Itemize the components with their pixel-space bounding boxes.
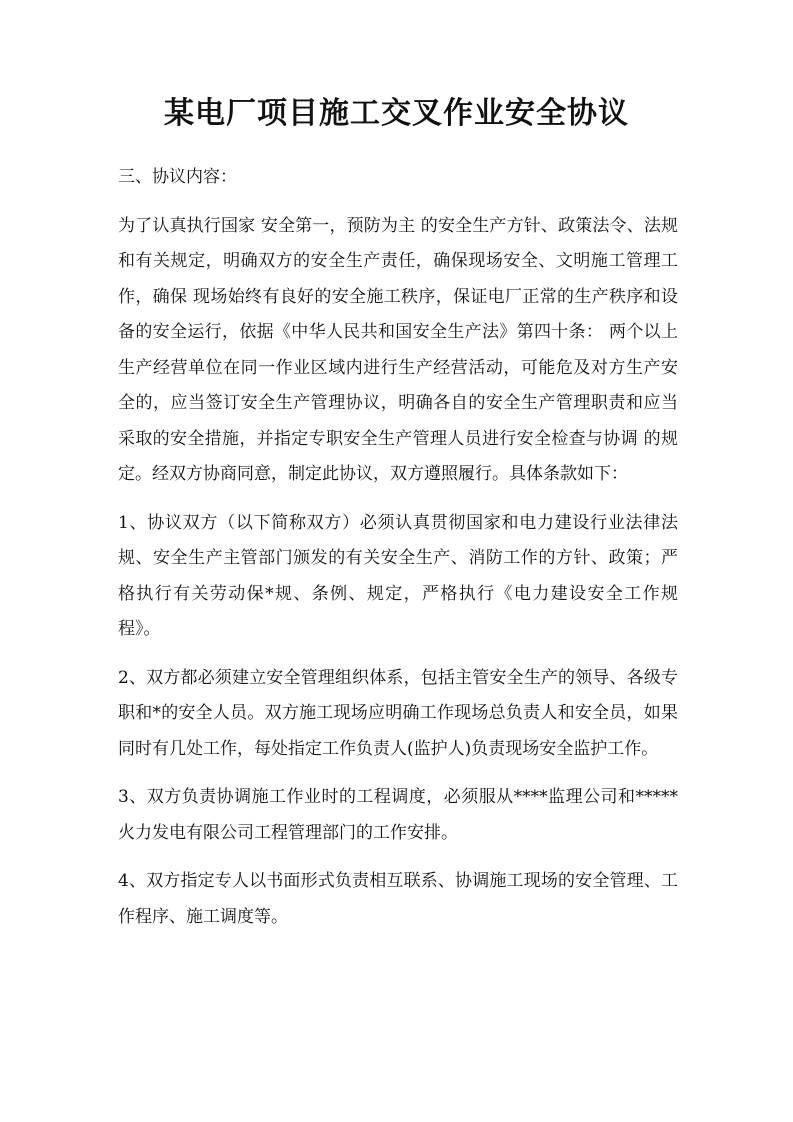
intro-paragraph: 为了认真执行国家 安全第一，预防为主 的安全生产方针、政策法令、法规和有关规定，明确双方的安全生产责任，确保现场安全、文明施工管理工作，确保 现场始终有良好的安全施工秩序，保证电厂正常的生产秩序和设备的安全运行，依据《中华人民共和国安全生产法》第四十条： 两个以上生产经营单位在同一作业区域内进行生产经营活动，可能危及对方生产安全的，应当签订安全生产管理协议，明确各自的安全生产管理职责和应当采取的安全措施，并指定专职安全生产管理人员进行安全检查与协调 的规定。经双方协商同意，制定此协议，双方遵照履行。具体条款如下： [118, 215, 678, 484]
section-heading: 三、协议内容： [118, 167, 237, 187]
clause-2: 2、双方都必须建立安全管理组织体系，包括主管安全生产的领导、各级专职和*的安全人员。双方施工现场应明确工作现场总负责人和安全员，如果同时有几处工作，每处指定工作负责人(监护人)负责现场安全监护工作。 [118, 667, 678, 759]
clause-4: 4、双方指定专人以书面形式负责相互联系、协调施工现场的安全管理、工作程序、施工调度等。 [118, 871, 678, 927]
document-title: 某电厂项目施工交叉作业安全协议 [164, 96, 629, 131]
clause-3: 3、双方负责协调施工作业时的工程调度，必须服从****监理公司和*****火力发电有限公司工程管理部门的工作安排。 [118, 787, 678, 843]
clause-1: 1、协议双方（以下简称双方）必须认真贯彻国家和电力建设行业法律法规、安全生产主管部门颁发的有关安全生产、消防工作的方针、政策；严格执行有关劳动保*规、条例、规定，严格执行《电力建设安全工作规程》。 [118, 512, 678, 639]
document-body [118, 160, 678, 948]
